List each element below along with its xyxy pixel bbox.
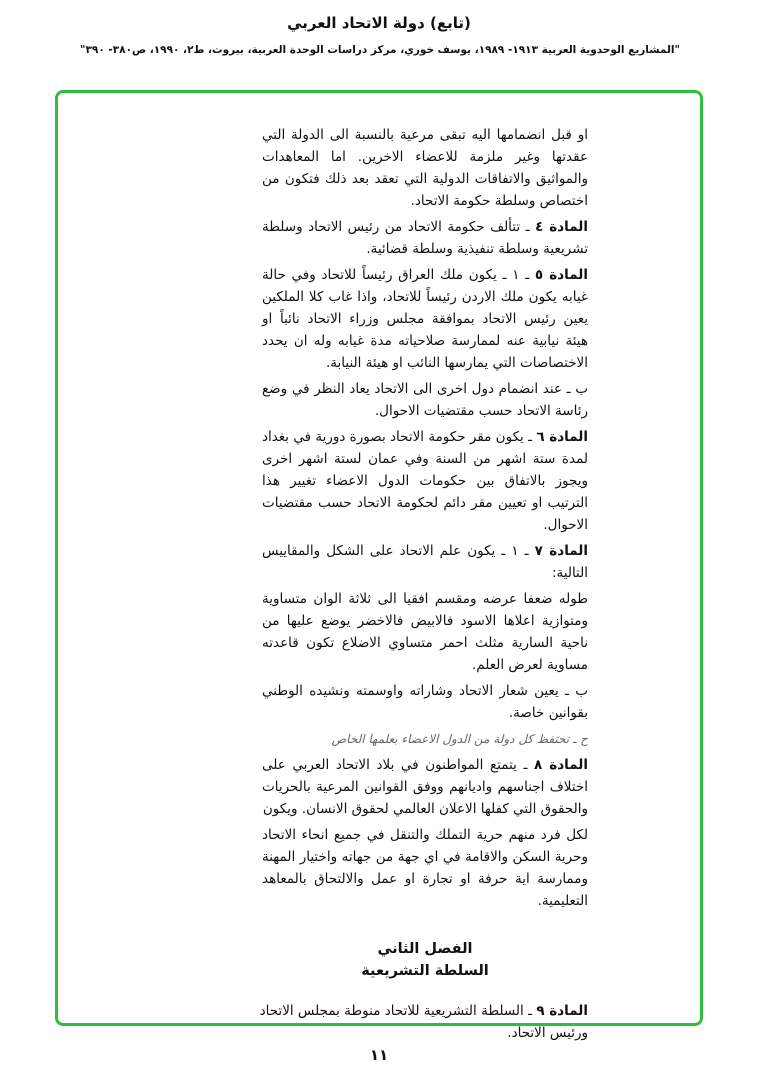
line-text: وممارسة اية حرفة او تجارة او عمل والالتحاق بالمعاهد [262,871,588,887]
source-citation: "المشاريع الوحدوية العربية ١٩١٣- ١٩٨٩، يوسف خوري، مركز دراسات الوحدة العربية، بيروت، ط٢، ١٩٩٠، ص٣٨٠- ٣٩٠" [80,44,680,56]
line-text: وحرية السكن والاقامة في اي جهة من جهاته واختيار المهنة [262,849,588,865]
chapter-title: الفصل الثاني [377,941,473,957]
paragraph [262,588,588,676]
line-text: مساوية لعرض العلم. [471,657,588,673]
line-text: بقوانين خاصة. [508,705,588,721]
line-text: ـ يكون مقر حكومة الاتحاد بصورة دورية في بغداد [261,429,537,445]
article-number: المادة ٤ [535,219,588,235]
article-paragraph [262,540,588,584]
chapter-subtitle: السلطة التشريعية [361,963,489,979]
line-text: ـ ١ ـ يكون علم الاتحاد على الشكل والمقاييس [262,543,535,559]
text-line [262,890,588,912]
text-line [262,1022,588,1044]
text-line [262,776,588,798]
text-line [262,562,588,584]
line-text: التالية: [551,565,588,581]
article-paragraph [262,754,588,820]
text-line [262,264,588,286]
text-line [262,352,588,374]
text-line [262,378,588,400]
paragraph [262,680,588,724]
line-text: تشريعية وسلطة تنفيذية وسلطة قضائية. [366,241,588,257]
line-text: ـ يتمتع المواطنون في بلاد الاتحاد العربي على [262,757,535,773]
text-line [262,868,588,890]
line-text: طوله ضعفا عرضه ومقسم افقيا الى ثلاثة الوان متساوية [262,591,588,607]
chapter-heading [262,938,588,982]
articles-section [262,124,588,912]
paragraph [262,124,588,212]
line-text: لكل فرد منهم حرية التملك والتنقل في جميع انحاء الاتحاد [262,827,588,843]
article-number: المادة ٧ [534,543,589,559]
line-text: الترتيب او تعيين مقر دائم لحكومة الاتحاد حسب مقتضيات [262,495,588,511]
line-text: الاحوال. [543,517,588,533]
line-text: الاختصاصات التي يمارسها النائب او هيئة النيابة. [325,355,588,371]
text-line [262,754,588,776]
chapter-articles [259,1000,588,1044]
text-line [262,632,588,654]
line-text: ورئيس الاتحاد. [507,1025,588,1041]
text-line [259,1000,588,1022]
article-number: المادة ٩ [536,1003,588,1019]
paragraph [262,824,588,912]
line-text: غيابه يكون ملك الاردن رئيساً للاتحاد، واذا غاب كلا الملكين [262,289,588,305]
text-line [262,540,588,562]
text-line [262,124,588,146]
line-text: والحقوق التي كفلها الاعلان العالمي لحقوق الانسان. ويكون [262,801,588,817]
text-line [262,286,588,308]
page-header-title: (تابع) دولة الاتحاد العربي [287,14,471,32]
text-line [262,146,588,168]
text-line [262,728,588,750]
text-line [262,654,588,676]
line-text: ومتوازية اعلاها الاسود فالابيض فالاخضر يوضع عليها من [262,613,588,629]
text-line [262,216,588,238]
page-number: ١١ [369,1046,389,1064]
line-text: او قبل انضمامها اليه تبقى مرعية بالنسبة الى الدولة التي [262,127,588,143]
line-text: اختصاص وسلطة حكومة الاتحاد. [410,193,588,209]
article-paragraph [262,216,588,260]
article-paragraph [259,1000,588,1044]
article-number: المادة ٨ [534,757,588,773]
line-text: لمدة ستة اشهر من السنة وفي عمان لستة اشهر اخرى [262,451,588,467]
text-line [262,824,588,846]
text-line [262,846,588,868]
text-line [262,426,588,448]
line-text: يعين رئيس الاتحاد بموافقة مجلس وزراء الاتحاد نائباً او [262,311,588,327]
line-text: ح ـ تحتفظ كل دولة من الدول الاعضاء بعلمها الخاص [331,732,588,746]
article-number: المادة ٥ [534,267,588,283]
line-text: ناحية السارية مثلث احمر متساوي الاضلاع تكون قاعدته [262,635,588,651]
text-line [262,610,588,632]
article-paragraph [262,264,588,374]
text-line [262,588,588,610]
line-text: ـ تتألف حكومة الاتحاد من رئيس الاتحاد وسلطة [262,219,536,235]
line-text: ـ السلطة التشريعية للاتحاد منوطة بمجلس الاتحاد [259,1003,537,1019]
line-text: اختلاف اجناسهم واديانهم ووفق القوانين المرعية بالحريات [262,779,588,795]
text-line [262,308,588,330]
text-line [262,680,588,702]
line-text: التعليمية. [537,893,588,909]
line-text: هيئة نيابية عنه لممارسة صلاحياته مدة غيابه وله ان يحدد [262,333,588,349]
text-line [262,448,588,470]
document-body [259,124,589,1048]
text-line [262,492,588,514]
text-line [262,190,588,212]
line-text: ب ـ يعين شعار الاتحاد وشاراته واوسمته ونشيده الوطني [262,683,588,699]
text-line [262,400,588,422]
article-paragraph [262,426,588,536]
text-line [262,514,588,536]
text-line [262,238,588,260]
article-number: المادة ٦ [536,429,588,445]
text-line [262,168,588,190]
line-text: ـ ١ ـ يكون ملك العراق رئيساً للاتحاد وفي حالة [262,267,535,283]
line-text: والمواثيق والاتفاقات الدولية التي تعقد بعد ذلك فتكون من [262,171,588,187]
line-text: عقدتها وغير ملزمة للاعضاء الاخرين. اما المعاهدات [262,149,588,165]
line-text: رئاسة الاتحاد حسب مقتضيات الاحوال. [374,403,588,419]
line-text: ب ـ عند انضمام دول اخرى الى الاتحاد يعاد النظر في وضع [262,381,588,397]
text-line [262,470,588,492]
paragraph [262,378,588,422]
text-line [262,798,588,820]
line-text: ويجوز بالاتفاق بين حكومات الدول الاعضاء تغيير هذا [262,473,588,489]
paragraph [262,728,588,750]
text-line [262,702,588,724]
text-line [262,330,588,352]
